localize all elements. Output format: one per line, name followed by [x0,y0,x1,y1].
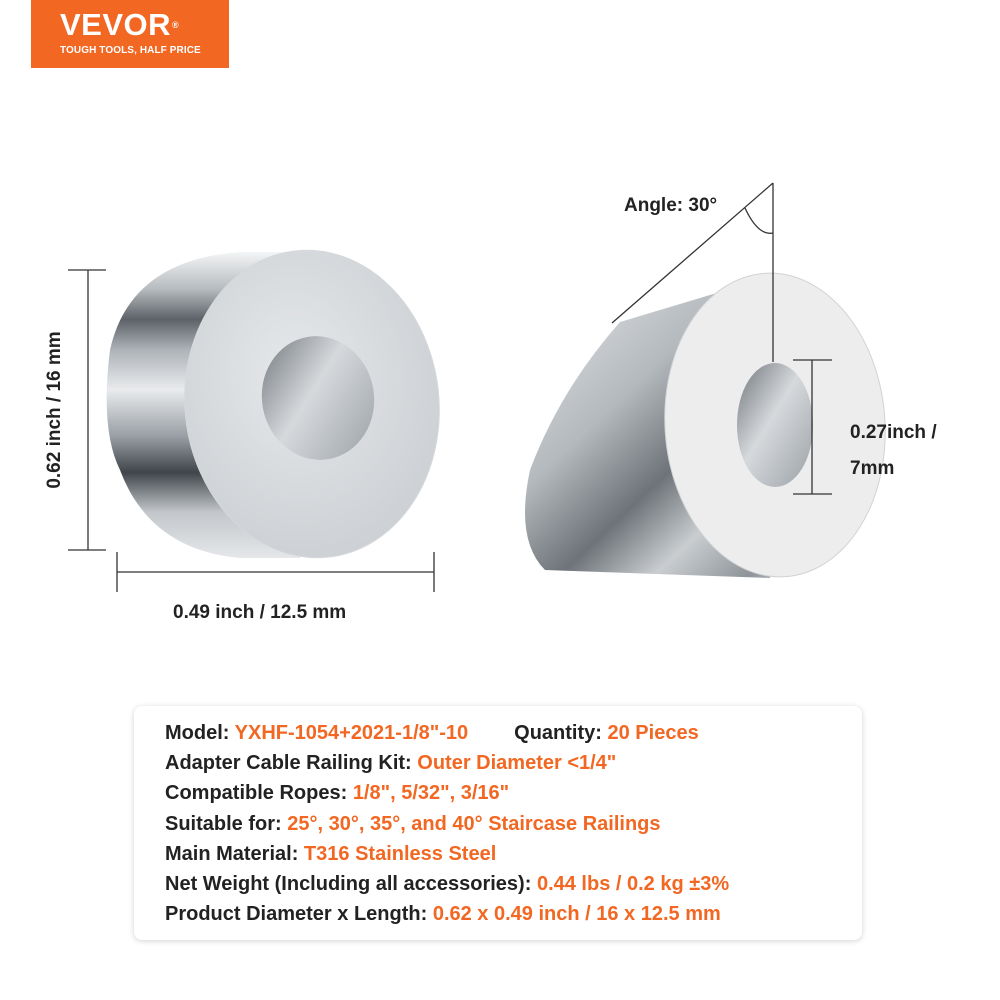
registered-mark: ® [172,20,180,30]
spec-model [165,718,862,748]
spec-label: Model: [165,722,230,744]
hole-label-line1: 0.27inch / [850,422,937,443]
logo-wordmark: VEVOR [60,7,172,42]
spec-label: Suitable for: [165,812,282,835]
washer-angled-hole [737,363,813,487]
spec-value: 20 Pieces [607,722,699,744]
spec-value: YXHF-1054+2021-1/8"-10 [234,722,469,744]
spec-label: Compatible Ropes: [165,782,348,805]
spec-weight [165,869,862,899]
angle-label: Angle: 30° [624,195,718,216]
spec-adapter [165,748,862,778]
spec-label: Quantity: [514,722,602,744]
spec-value: 1/8", 5/32", 3/16" [352,782,510,805]
spec-value: 25°, 30°, 35°, and 40° Staircase Railings [287,812,661,835]
spec-value: 0.44 lbs / 0.2 kg ±3% [536,873,730,896]
spec-value: Outer Diameter <1/4" [417,752,617,775]
spec-ropes [165,778,862,808]
spec-material [165,839,862,869]
height-label: 0.62 inch / 16 mm [44,331,65,489]
logo-tagline: TOUGH TOOLS, HALF PRICE [60,45,201,56]
spec-label: Net Weight (Including all accessories): [165,873,532,896]
spec-label: Product Diameter x Length: [165,903,428,926]
spec-label: Main Material: [165,842,299,865]
hole-diameter-label [850,415,937,487]
width-label: 0.49 inch / 12.5 mm [173,602,347,623]
height-dimension-line [68,270,106,550]
washer-straight [107,238,455,571]
spec-value: T316 Stainless Steel [303,842,497,865]
spec-value: 0.62 x 0.49 inch / 16 x 12.5 mm [432,903,721,926]
hole-label-line2: 7mm [850,458,895,479]
spec-size [165,899,862,929]
specifications-card [134,706,862,940]
spec-label: Adapter Cable Railing Kit: [165,752,412,775]
washer-angled [525,266,895,585]
spec-suitable [165,809,862,839]
